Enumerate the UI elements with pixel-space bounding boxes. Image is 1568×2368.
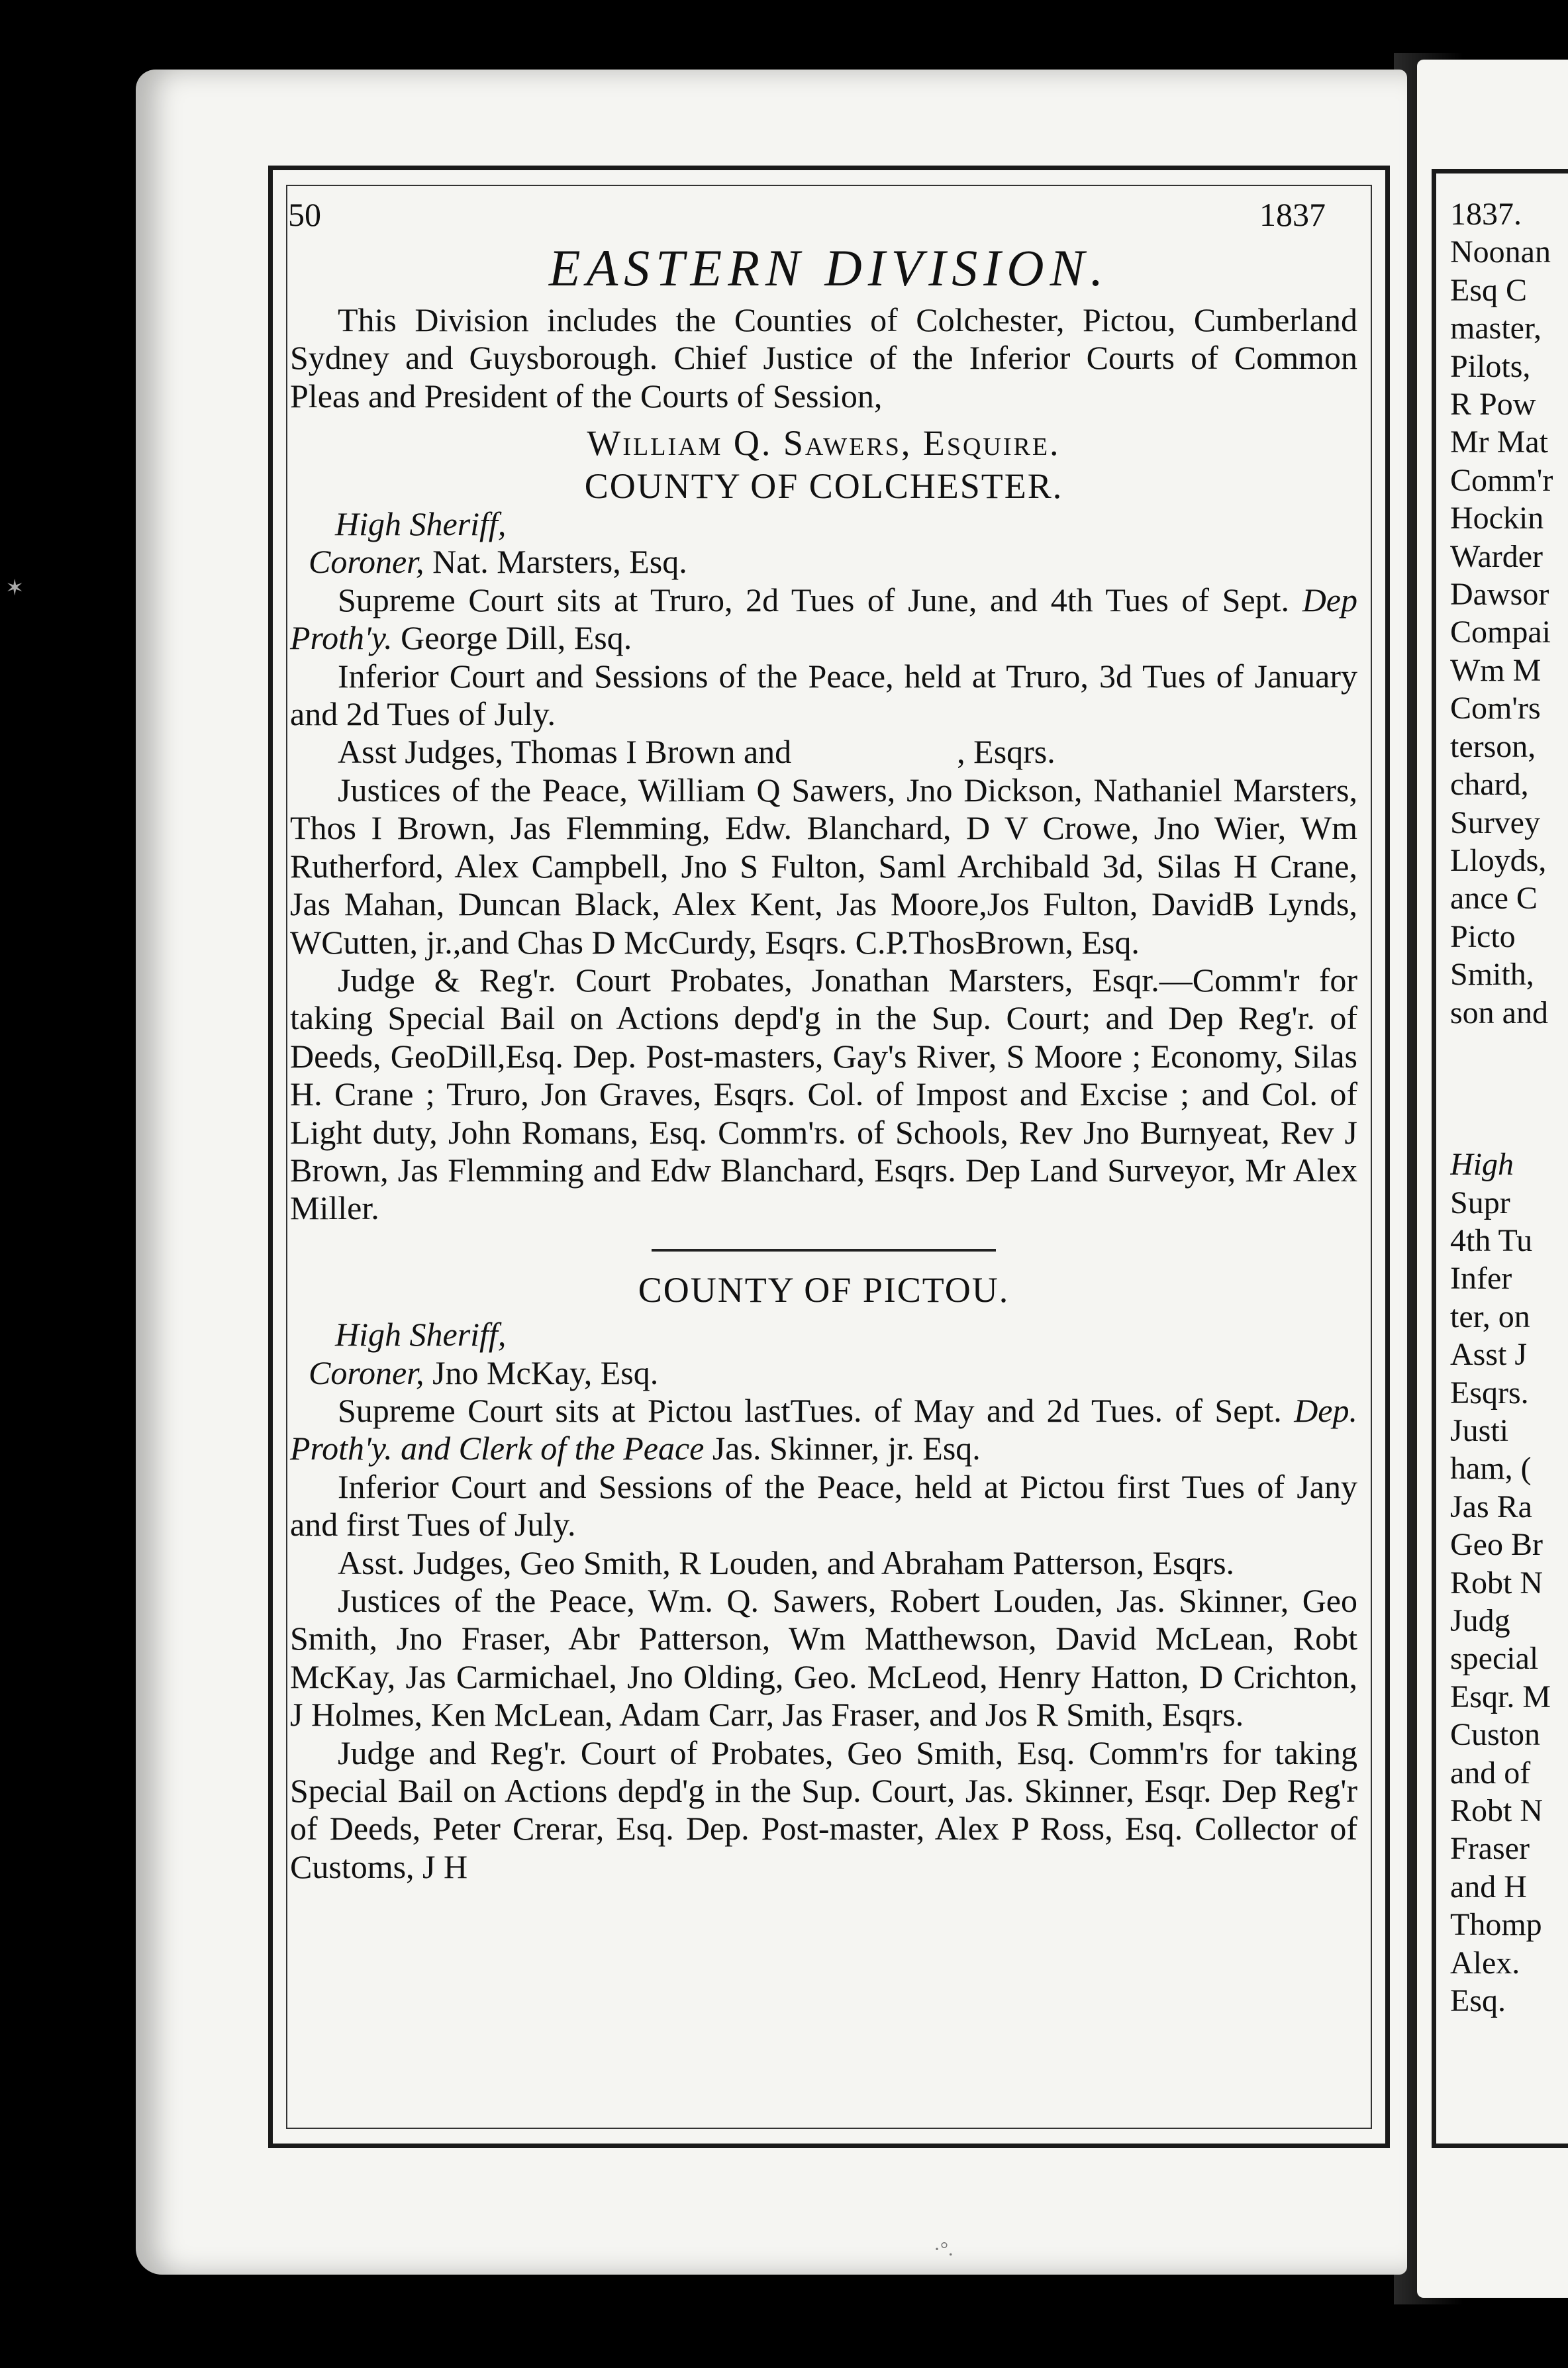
pictou-supreme-court: Supreme Court sits at Pictou lastTues. of May and 2d Tues. of Sept. Dep. Proth'y. and Clerk of the Peace Jas. Skinner, jr. Esq. xyxy=(290,1391,1357,1467)
next-page-line: ham, ( xyxy=(1450,1451,1532,1487)
colchester-sheriff-label: High Sheriff, xyxy=(335,505,507,543)
next-page-line: Smith, xyxy=(1450,957,1534,993)
pictou-justices: Justices of the Peace, Wm. Q. Sawers, Robert Louden, Jas. Skinner, Geo Smith, Jno Fraser, Abr Patterson, Wm Matthewson, David McLean, Robt McKay, Jas Carmichael, Jno Olding, Geo. McLeod, Henry Hatton, D Crichton, J Holmes, Ken McLean, Adam Carr, Jas Fraser, and Jos R Smith, Esqrs. xyxy=(290,1582,1357,1734)
next-page-line: master, xyxy=(1450,311,1542,346)
next-page-line: Lloyds, xyxy=(1450,842,1547,878)
colchester-proth-label: Dep Proth'y. xyxy=(290,581,1357,657)
next-page-line: Dawsor xyxy=(1450,577,1549,613)
pictou-proth-label: Dep. Proth'y. and Clerk of the Peace xyxy=(290,1391,1357,1467)
division-title: EASTERN DIVISION. xyxy=(548,239,1110,297)
next-page-line: Esq C xyxy=(1450,272,1528,308)
next-page-line: Compai xyxy=(1450,615,1551,650)
next-page-line: Picto xyxy=(1450,918,1516,954)
next-page-line: ter, on xyxy=(1450,1299,1530,1334)
next-page-line: Thomp xyxy=(1450,1907,1542,1943)
next-page-line: Jas Ra xyxy=(1450,1489,1532,1524)
next-page-line: terson, xyxy=(1450,728,1536,764)
next-page-line: Geo Br xyxy=(1450,1527,1543,1563)
colchester-inferior-court: Inferior Court and Sessions of the Peace, held at Truro, 3d Tues of January and 2d Tues of July. xyxy=(290,657,1357,733)
intro-paragraph: This Division includes the Counties of Colchester, Pictou, Cumberland Sydney and Guysborough. Chief Justice of the Inferior Courts of Common Pleas and President of the Courts of Session, xyxy=(290,301,1357,415)
next-page-line xyxy=(1450,1108,1568,1146)
next-page-line xyxy=(1450,1032,1568,1069)
next-page-line: Survey xyxy=(1450,805,1540,840)
next-page-line: 1837. xyxy=(1450,197,1522,232)
pictou-coroner-label: Coroner, xyxy=(309,1354,424,1391)
next-page-line: and of xyxy=(1450,1755,1531,1791)
next-page-line xyxy=(1450,1069,1568,1107)
next-page-line: Fraser xyxy=(1450,1831,1530,1867)
next-page-line: ance C xyxy=(1450,881,1538,916)
next-page-line: Judg xyxy=(1450,1603,1510,1639)
next-page-line: Mr Mat xyxy=(1450,424,1548,460)
colchester-supreme-court: Supreme Court sits at Truro, 2d Tues of June, and 4th Tues of Sept. Dep Proth'y. George Dill, Esq. xyxy=(290,581,1357,657)
next-page-line: Asst J xyxy=(1450,1337,1528,1373)
next-page-line: special xyxy=(1450,1641,1539,1677)
next-page-line: Supr xyxy=(1450,1185,1510,1220)
next-page-line: Custon xyxy=(1450,1717,1541,1753)
next-page-line: chard, xyxy=(1450,767,1529,803)
next-page-line: Esq. xyxy=(1450,1983,1506,2019)
colchester-justices: Justices of the Peace, William Q Sawers, Jno Dickson, Nathaniel Marsters, Thos I Brown, Jas Flemming, Edw. Blanchard, D V Crowe, Jno Wier, Wm Rutherford, Alex Campbell, Jno S Fulton, Saml Archibald 3d, Silas H Crane, Jas Mahan, Duncan Black, Alex Kent, Jas Moore,Jos Fulton, DavidB Lynds, WCutten, jr.,and Chas D McCurdy, Esqrs. C.P.ThosBrown, Esq. xyxy=(290,771,1357,961)
next-page-line: Wm M xyxy=(1450,652,1542,688)
page-smudge: ·°. xyxy=(934,2238,954,2260)
next-page-line: son and xyxy=(1450,995,1548,1030)
next-page-line: Com'rs xyxy=(1450,691,1541,726)
next-page-line: Hockin xyxy=(1450,501,1544,536)
next-page-line: Comm'r xyxy=(1450,462,1553,498)
pictou-proth-value: Jas. Skinner, jr. Esq. xyxy=(704,1430,981,1467)
colchester-judge-probates: Judge & Reg'r. Court Probates, Jonathan Marsters, Esqr.—Comm'r for taking Special Bail on Actions depd'g in the Sup. Court; and Dep Reg'r. of Deeds, GeoDill,Esq. Dep. Post-masters, Gay's River, S Moore ; Economy, Silas H. Crane ; Truro, Jon Graves, Esqrs. Col. of Impost and Excise ; and Col. of Light duty, John Romans, Esq. Comm'rs. of Schools, Rev Jno Burnyeat, Rev J Brown, Jas Flemming and Edw Blanchard, Esqrs. Dep Land Surveyor, Mr Alex Miller. xyxy=(290,961,1357,1227)
next-page-line: Alex. xyxy=(1450,1945,1520,1981)
next-page-line: and H xyxy=(1450,1869,1527,1904)
colchester-proth-value: George Dill, Esq. xyxy=(392,619,632,657)
pictou-sheriff-label: High Sheriff, xyxy=(335,1316,507,1354)
page-number: 50 xyxy=(288,196,321,233)
next-page-line: Pilots, xyxy=(1450,348,1531,384)
pictou-asst-judges: Asst. Judges, Geo Smith, R Louden, and Abraham Patterson, Esqrs. xyxy=(338,1544,1235,1581)
pictou-inferior-court: Inferior Court and Sessions of the Peace, held at Pictou first Tues of Jany and first Tues of July. xyxy=(290,1467,1357,1544)
next-page-line: 4th Tu xyxy=(1450,1222,1533,1258)
colchester-heading: COUNTY OF COLCHESTER. xyxy=(584,466,1063,506)
next-page-line: Esqr. M xyxy=(1450,1679,1551,1714)
next-page-column xyxy=(1450,195,1568,2020)
next-page-line: Robt N xyxy=(1450,1793,1544,1829)
next-page-line: R Pow xyxy=(1450,387,1536,422)
page-year: 1837 xyxy=(1259,196,1326,233)
pictou-coroner-value: Jno McKay, Esq. xyxy=(424,1354,659,1391)
next-page-line: Infer xyxy=(1450,1261,1512,1297)
next-page-line: Robt N xyxy=(1450,1565,1544,1601)
next-page-line: High xyxy=(1450,1147,1514,1183)
colchester-coroner-value: Nat. Marsters, Esq. xyxy=(424,543,687,581)
chief-justice-name: William Q. Sawers, Esquire. xyxy=(587,423,1061,464)
next-page-line: Justi xyxy=(1450,1413,1509,1448)
section-divider xyxy=(652,1249,996,1252)
next-page-line: Warder xyxy=(1450,538,1544,574)
pictou-heading: COUNTY OF PICTOU. xyxy=(638,1269,1010,1310)
next-page-line: Esqrs. xyxy=(1450,1375,1529,1410)
pictou-judge-probates: Judge and Reg'r. Court of Probates, Geo Smith, Esq. Comm'rs for taking Special Bail on Actions depd'g in the Sup. Court, Jas. Skinner, Esqr. Dep Reg'r of Deeds, Peter Crerar, Esq. Dep. Post-master, Alex P Ross, Esq. Collector of Customs, J H xyxy=(290,1734,1357,1885)
colchester-coroner-label: Coroner, xyxy=(309,543,424,581)
edge-mark: ✶ xyxy=(5,576,24,601)
next-page-line: Noonan xyxy=(1450,234,1551,270)
page-body xyxy=(290,301,1357,1886)
colchester-asst-judges: Asst Judges, Thomas I Brown and , Esqrs. xyxy=(338,733,1055,771)
